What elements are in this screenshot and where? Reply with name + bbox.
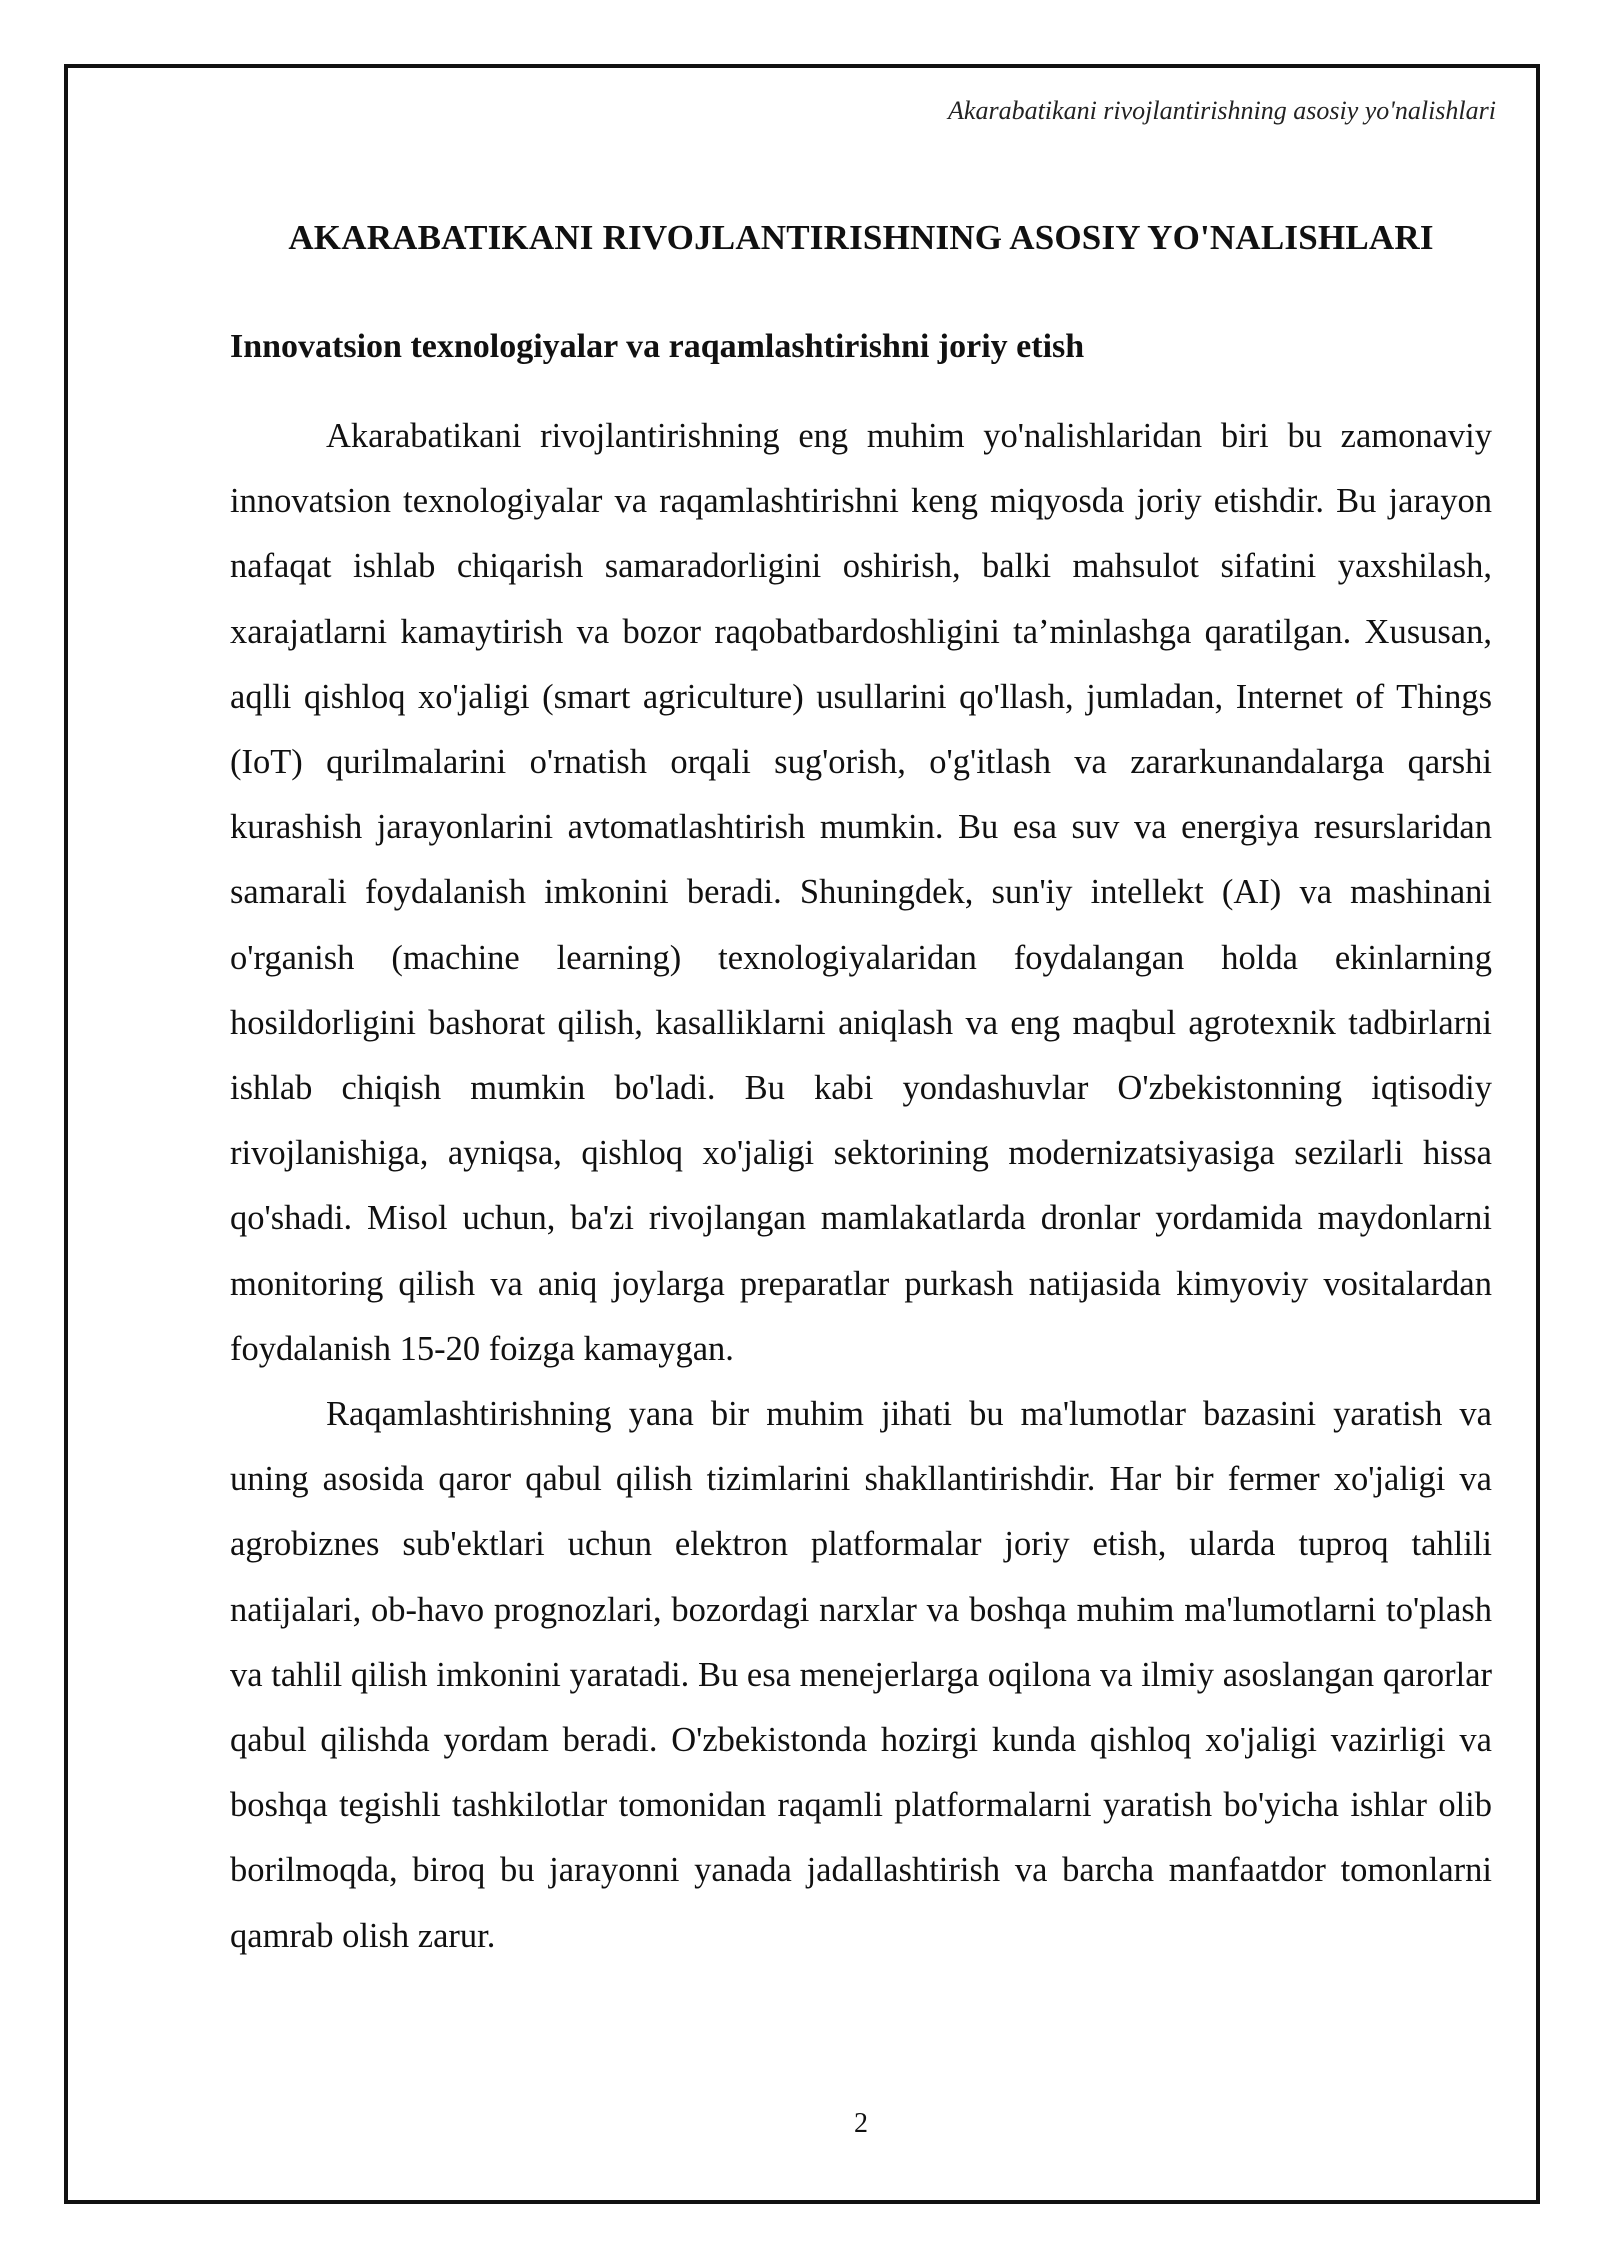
section-heading: Innovatsion texnologiyalar va raqamlashtirishni joriy etish <box>230 328 1085 365</box>
paragraph-2: Raqamlashtirishning yana bir muhim jihati bu ma'lumotlar bazasini yaratish va uning asosida qaror qabul qilish tizimlarini shakllantirishdir. Har bir fermer xo'jaligi va agrobiznes sub'ektlari uchun elektron platformalar joriy etish, ularda tuproq tahlili natijalari, ob-havo prognozlari, bozordagi narxlar va boshqa muhim ma'lumotlarni to'plash va tahlil qilish imkonini yaratadi. Bu esa menejerlarga oqilona va ilmiy asoslangan qarorlar qabul qilishda yordam beradi. O'zbekistonda hozirgi kunda qishloq xo'jaligi vazirligi va boshqa tegishli tashkilotlar tomonidan raqamli platformalarni yaratish bo'yicha ishlar olib borilmoqda, biroq bu jarayonni yanada jadallashtirish va barcha manfaatdor tomonlarni qamrab olish zarur. <box>230 1395 1492 1955</box>
body-text <box>230 404 1492 1969</box>
document-title: AKARABATIKANI RIVOJLANTIRISHNING ASOSIY YO'NALISHLARI <box>288 218 1434 257</box>
page-number: 2 <box>854 2108 868 2139</box>
paragraph-1: Akarabatikani rivojlantirishning eng muhim yo'nalishlaridan biri bu zamonaviy innovatsion texnologiyalar va raqamlashtirishni keng miqyosda joriy etishdir. Bu jarayon nafaqat ishlab chiqarish samaradorligini oshirish, balki mahsulot sifatini yaxshilash, xarajatlarni kamaytirish va bozor raqobatbardoshligini ta’minlashga qaratilgan. Xususan, aqlli qishloq xo'jaligi (smart agriculture) usullarini qo'llash, jumladan, Internet of Things (IoT) qurilmalarini o'rnatish orqali sug'orish, o'g'itlash va zararkunandalarga qarshi kurashish jarayonlarini avtomatlashtirish mumkin. Bu esa suv va energiya resurslaridan samarali foydalanish imkonini beradi. Shuningdek, sun'iy intellekt (AI) va mashinani o'rganish (machine learning) texnologiyalaridan foydalangan holda ekinlarning hosildorligini bashorat qilish, kasalliklarni aniqlash va eng maqbul agrotexnik tadbirlarni ishlab chiqish mumkin bo'ladi. Bu kabi yondashuvlar O'zbekistonning iqtisodiy rivojlanishiga, ayniqsa, qishloq xo'jaligi sektorining modernizatsiyasiga sezilarli hissa qo'shadi. Misol uchun, ba'zi rivojlangan mamlakatlarda dronlar yordamida maydonlarni monitoring qilish va aniq joylarga preparatlar purkash natijasida kimyoviy vositalardan foydalanish 15-20 foizga kamaygan. <box>230 417 1492 1368</box>
running-header: Akarabatikani rivojlantirishning asosiy yo'nalishlari <box>948 96 1496 125</box>
